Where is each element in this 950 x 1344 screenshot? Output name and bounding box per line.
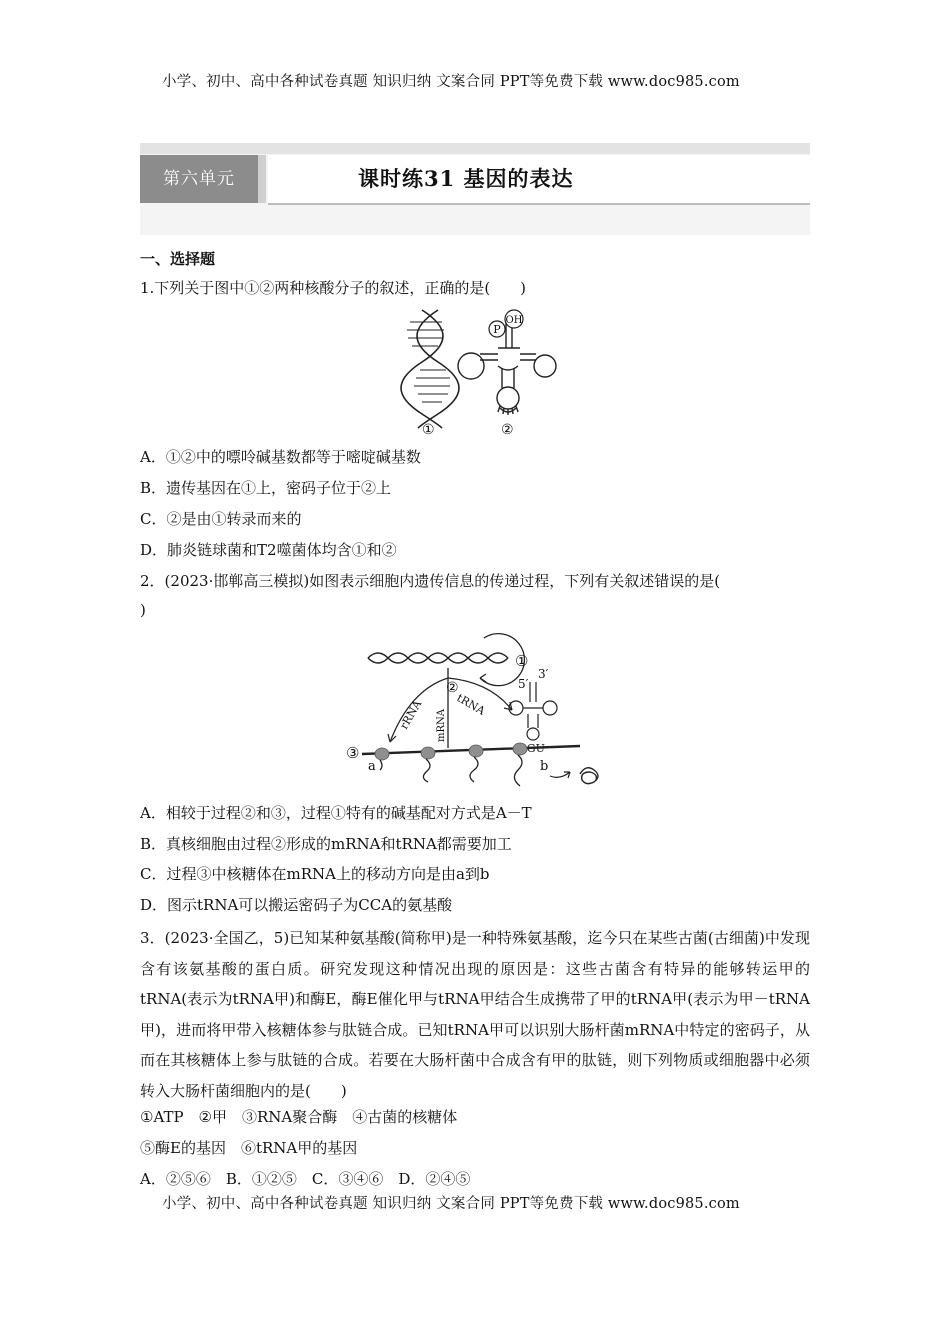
q2-option-a: A．相较于过程②和③，过程①特有的碱基配对方式是A－T (140, 804, 532, 822)
q2-label-1: ① (515, 652, 529, 670)
q2-stem-line1: 2．(2023·邯郸高三模拟)如图表示细胞内遗传信息的传递过程，下列有关叙述错误的是( (140, 572, 721, 590)
q3-items-line2: ⑤酶E的基因 ⑥tRNA甲的基因 (140, 1139, 358, 1157)
q1-option-c: C．②是由①转录而来的 (140, 510, 302, 528)
q1-stem: 1.下列关于图中①②两种核酸分子的叙述，正确的是( ) (140, 279, 527, 297)
direction-b-label: b (540, 759, 549, 774)
figure-label-1: ① (422, 422, 435, 438)
dna-replication-helix (368, 653, 508, 663)
direction-a-label: a (368, 759, 376, 774)
polypeptide-chains (380, 755, 522, 786)
folded-protein (580, 768, 598, 784)
five-prime-label: 5′ (518, 677, 529, 691)
q1-option-d: D．肺炎链球菌和T2噬菌体均含①和② (140, 541, 397, 559)
q3-options: A．②⑤⑥ B．①②⑤ C．③④⑥ D．②④⑤ (140, 1170, 471, 1188)
section-title: 一、选择题 (140, 250, 216, 268)
q2-option-b: B．真核细胞由过程②形成的mRNA和tRNA都需要加工 (140, 835, 512, 853)
q1-option-b: B．遗传基因在①上，密码子位于②上 (140, 479, 392, 497)
lesson-title: 课时练31 基因的表达 (358, 166, 574, 191)
lesson-banner (140, 143, 810, 235)
dna-double-helix (401, 310, 459, 428)
figure-label-2: ② (501, 422, 514, 438)
q3-stem: 3．(2023·全国乙，5)已知某种氨基酸(简称甲)是一种特殊氨基酸，迄今只在某些古菌(古细菌)中发现含有该氨基酸的蛋白质。研究发现这种情况出现的原因是：这些古菌含有特异的能够转运甲的tRNA(表示为tRNA甲)和酶E，酶E催化甲与tRNA甲结合生成携带了甲的tRNA甲(表示为甲－tRNA甲)，进而将甲带入核糖体参与肽链合成。已知tRNA甲可以识别大肠杆菌mRNA中特定的密码子，从而在其核糖体上参与肽链的合成。若要在大肠杆菌中合成含有甲的肽链，则下列物质或细胞器中必须转入大肠杆菌细胞内的是( ) (140, 929, 810, 1100)
hydroxyl-label: OH (505, 315, 523, 326)
phosphate-label: P (493, 323, 501, 336)
q1-option-a: A．①②中的嘌呤碱基数都等于嘧啶碱基数 (140, 448, 421, 466)
q2-figure (340, 630, 610, 790)
q2-stem-line2: ) (140, 601, 146, 619)
trna-label: tRNA (454, 691, 488, 718)
q2-label-2: ② (446, 680, 459, 696)
q2-option-c: C．过程③中核糖体在mRNA上的移动方向是由a到b (140, 865, 490, 883)
three-prime-label: 3′ (538, 667, 549, 681)
q3-items-line1: ①ATP ②甲 ③RNA聚合酶 ④古菌的核糖体 (140, 1108, 458, 1126)
trna-cloverleaf-small (509, 682, 557, 740)
trna-cloverleaf (458, 316, 556, 415)
q1-figure (380, 308, 560, 440)
rrna-label: rRNA (397, 698, 425, 732)
header-watermark: 小学、初中、高中各种试卷真题 知识归纳 文案合同 PPT等免费下载 www.doc985.com (162, 74, 740, 90)
footer-watermark: 小学、初中、高中各种试卷真题 知识归纳 文案合同 PPT等免费下载 www.doc985.com (162, 1196, 740, 1212)
q2-label-3: ③ (346, 744, 360, 762)
q2-option-d: D．图示tRNA可以搬运密码子为CCA的氨基酸 (140, 896, 453, 914)
unit-label: 第六单元 (140, 155, 258, 203)
mrna-label: mRNA (436, 709, 447, 742)
